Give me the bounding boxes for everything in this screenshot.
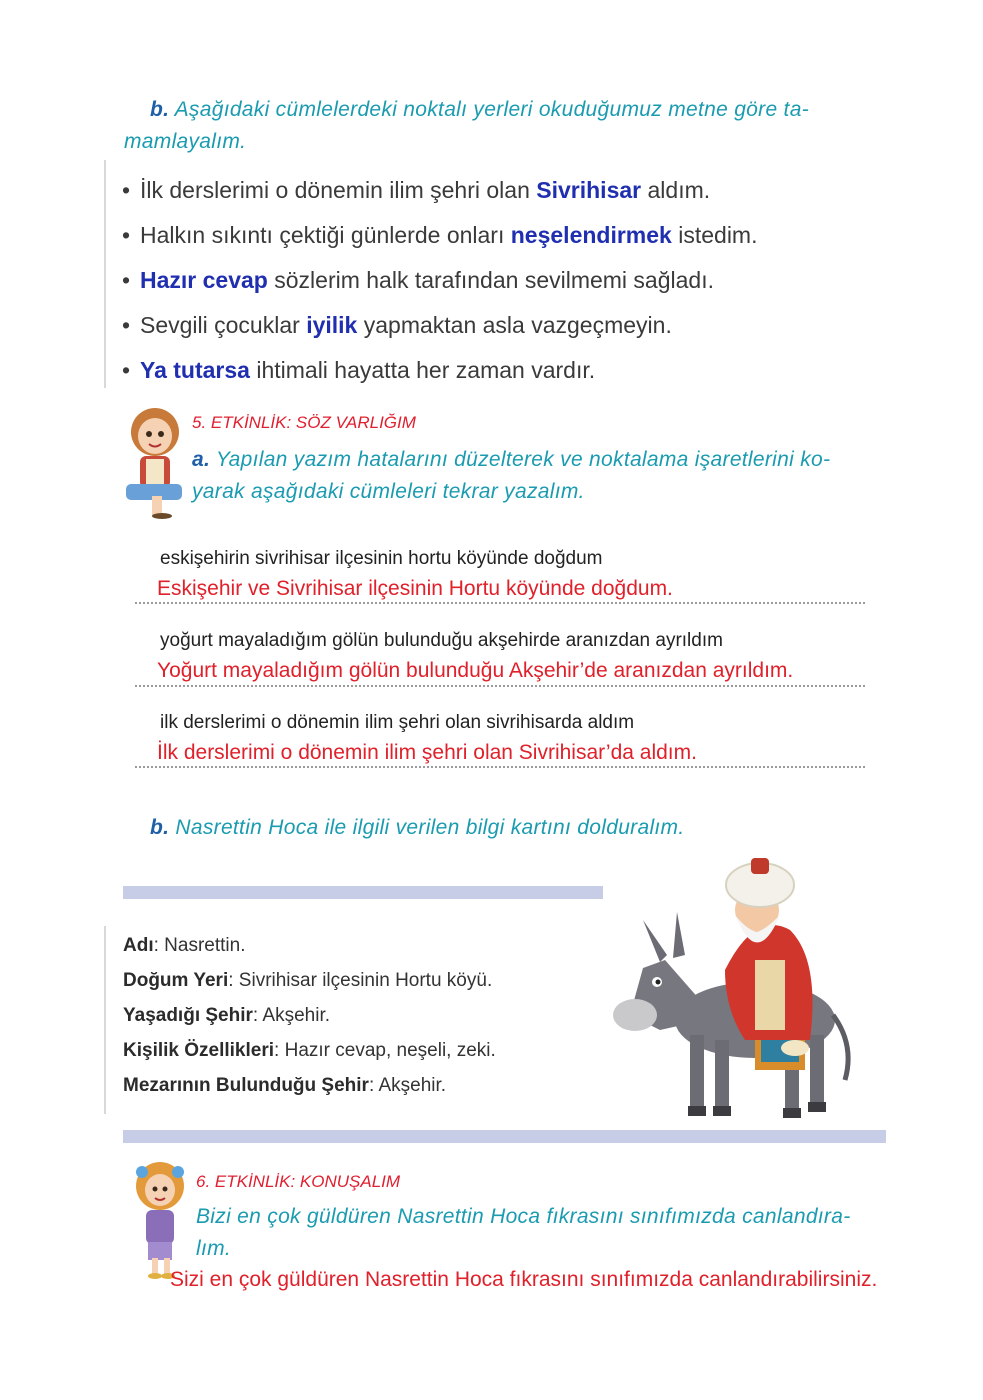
section-letter: a. <box>192 448 211 471</box>
divider <box>104 160 106 388</box>
instruction-text: Yapılan yazım hatalarını düzelterek ve noktalama işaretlerini ko- <box>215 448 831 471</box>
activity-title: 5. ETKİNLİK: SÖZ VARLIĞIM <box>192 413 416 432</box>
instruction-text: Aşağıdaki cümlelerdeki noktalı yerleri okuduğumuz metne göre ta- <box>174 98 809 121</box>
original-sentence: eskişehirin sivrihisar ilçesinin hortu köyünde doğdum <box>160 548 603 569</box>
answer-line <box>135 685 865 687</box>
answer: iyilik <box>306 312 358 338</box>
answer: Hazır cevap <box>140 267 268 293</box>
instruction-6: Bizi en çok güldüren Nasrettin Hoca fıkrasını sınıfımızda canlandıra- <box>196 1205 851 1228</box>
instruction-b1 <box>150 94 809 126</box>
instruction-a <box>192 444 830 476</box>
instruction-text: Nasrettin Hoca ile ilgili verilen bilgi kartını dolduralım. <box>175 816 685 839</box>
answer-sentence: Eskişehir ve Sivrihisar ilçesinin Hortu köyünde doğdum. <box>157 577 673 600</box>
answer-line <box>135 602 865 604</box>
answer-sentence: Yoğurt mayaladığım gölün bulunduğu Akşehir’de aranızdan ayrıldım. <box>157 659 794 682</box>
list-item: • Halkın sıkıntı çektiği günlerde onları neşelendirmek istedim. <box>122 222 758 248</box>
info-row: Adı: Nasrettin. <box>123 935 246 956</box>
info-row: Mezarının Bulunduğu Şehir: Akşehir. <box>123 1075 447 1096</box>
original-sentence: yoğurt mayaladığım gölün bulunduğu akşehirde aranızdan ayrıldım <box>160 630 723 651</box>
info-card-top-bar <box>123 886 603 899</box>
list-item: • Sevgili çocuklar iyilik yapmaktan asla vazgeçmeyin. <box>122 312 672 338</box>
list-item: • Ya tutarsa ihtimali hayatta her zaman vardır. <box>122 357 596 383</box>
instruction-6-line2: lım. <box>196 1237 232 1260</box>
original-sentence: ilk derslerimi o dönemin ilim şehri olan sivrihisarda aldım <box>160 712 635 733</box>
answer: neşelendirmek <box>510 222 672 248</box>
info-row: Kişilik Özellikleri: Hazır cevap, neşeli, zeki. <box>123 1040 496 1061</box>
answer: Ya tutarsa <box>140 357 250 383</box>
instruction-b1-line2: mamlayalım. <box>124 130 247 153</box>
answer-sentence: İlk derslerimi o dönemin ilim şehri olan Sivrihisar’da aldım. <box>157 741 697 764</box>
answer: Sivrihisar <box>536 177 642 203</box>
info-row: Yaşadığı Şehir: Akşehir. <box>123 1005 331 1026</box>
fill-bullet-list <box>122 168 757 393</box>
instruction-b2 <box>150 812 684 844</box>
girl-illustration <box>122 404 192 519</box>
answer-sentence: Sizi en çok güldüren Nasrettin Hoca fıkrasını sınıfımızda canlandırabilirsiniz. <box>170 1268 878 1291</box>
info-card <box>123 928 496 1103</box>
instruction-a-line2: yarak aşağıdaki cümleleri tekrar yazalım. <box>192 480 585 503</box>
info-row: Doğum Yeri: Sivrihisar ilçesinin Hortu köyü. <box>123 970 493 991</box>
list-item: • Hazır cevap sözlerim halk tarafından sevilmemi sağladı. <box>122 267 714 293</box>
activity-title: 6. ETKİNLİK: KONUŞALIM <box>196 1172 401 1191</box>
info-card-bottom-bar <box>123 1130 886 1143</box>
section-letter: b. <box>150 98 170 121</box>
nasreddin-hoca-illustration <box>605 850 880 1130</box>
section-letter: b. <box>150 816 170 839</box>
girl-illustration <box>130 1160 192 1280</box>
list-item: • İlk derslerimi o dönemin ilim şehri olan Sivrihisar aldım. <box>122 177 711 203</box>
divider <box>104 926 106 1114</box>
answer-line <box>135 766 865 768</box>
